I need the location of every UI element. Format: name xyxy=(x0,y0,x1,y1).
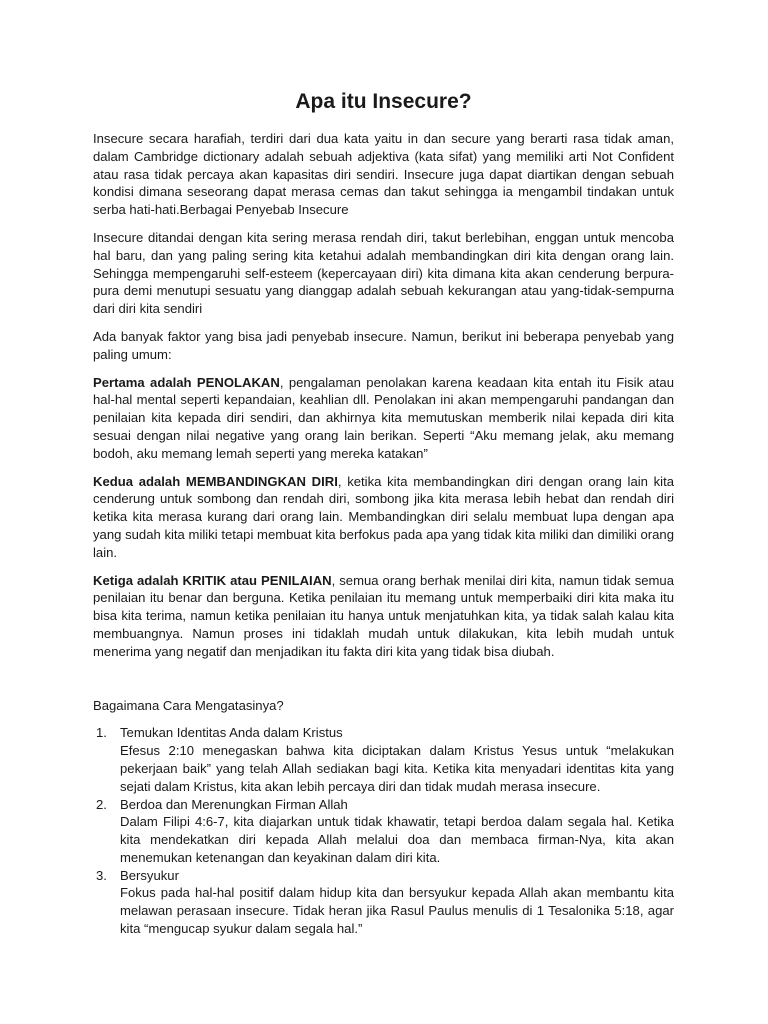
list-item xyxy=(93,867,674,938)
list-item-number: 1. xyxy=(96,725,107,741)
solutions-list xyxy=(93,724,674,938)
paragraph-cause-comparison xyxy=(93,473,674,562)
list-item-title: Bersyukur xyxy=(120,867,179,883)
cause-criticism-text: , semua orang berhak menilai diri kita, namun tidak semua penilaian itu benar dan berguna. Ketika penilaian itu memang untuk memperbaiki diri kita maka itu bisa kita terima, namun ketika penilaian itu hanya untuk menjatuhkan kita, ya tidak salah kalau kita membuangnya. Namun proses ini tidaklah mudah untuk dilakukan, kita lebih mudah untuk menerima yang negatif dan menjadikan itu fakta diri kita yang tidak bisa diubah. xyxy=(93,572,675,659)
list-item-title: Temukan Identitas Anda dalam Kristus xyxy=(120,725,343,741)
paragraph-cause-criticism xyxy=(93,572,674,661)
cause-criticism-heading: Ketiga adalah KRITIK atau PENILAIAN xyxy=(93,572,332,588)
list-item-body: Efesus 2:10 menegaskan bahwa kita diciptakan dalam Kristus Yesus untuk “melakukan pekerjaan baik” yang telah Allah sediakan bagi kita. Ketika kita menyadari identitas kita yang sejati dalam Kristus, kita akan lebih percaya diri dan tidak mudah merasa insecure. xyxy=(120,743,674,794)
list-item-body: Dalam Filipi 4:6-7, kita diajarkan untuk tidak khawatir, tetapi berdoa dalam segala hal. Ketika kita mendekatkan diri kepada Allah melalui doa dan membaca firman-Nya, kita akan menemukan ketenangan dan keyakinan dalam diri kita. xyxy=(120,814,674,865)
list-item xyxy=(93,724,674,795)
cause-rejection-text: , pengalaman penolakan karena keadaan kita entah itu Fisik atau hal-hal mental seperti kepandaian, keahlian dll. Penolakan ini akan mempengaruhi pandangan dan penilaian kita kepada diri sendiri, dan akhirnya kita memutuskan memberik nilai kepada diri kita sesuai dengan nilai negative yang orang lain berikan. Seperti “Aku memang jelak, aku memang bodoh, aku memang lemah seperti yang mereka katakan” xyxy=(93,374,674,461)
paragraph-definition: Insecure secara harafiah, terdiri dari dua kata yaitu in dan secure yang berarti rasa tidak aman, dalam Cambridge dictionary adalah sebuah adjektiva (kata sifat) yang memiliki arti Not Confident atau rasa tidak percaya akan kapasitas diri sendiri. Insecure juga dapat diartikan dengan sebuah kondisi dimana seseorang dapat merasa cemas dan takut sehingga ia mengambil tindakan untuk serba hati-hati.Berbagai Penyebab Insecure xyxy=(93,131,674,218)
section-spacer xyxy=(93,671,674,697)
paragraph-causes-intro: Ada banyak faktor yang bisa jadi penyebab insecure. Namun, berikut ini beberapa penyebab yang paling umum: xyxy=(93,328,674,362)
list-item-title: Berdoa dan Merenungkan Firman Allah xyxy=(120,796,348,812)
list-item-number: 2. xyxy=(96,796,107,812)
page-title: Apa itu Insecure? xyxy=(295,90,472,113)
section-heading-solutions: Bagaimana Cara Mengatasinya? xyxy=(93,697,284,713)
cause-rejection-heading: Pertama adalah PENOLAKAN xyxy=(93,374,280,390)
document-page xyxy=(93,88,674,938)
paragraph-cause-rejection xyxy=(93,374,674,463)
list-item-number: 3. xyxy=(96,867,107,883)
list-item-body: Fokus pada hal-hal positif dalam hidup kita dan bersyukur kepada Allah akan membantu kita melawan perasaan insecure. Tidak heran jika Rasul Paulus menulis di 1 Tesalonika 5:18, agar kita “mengucap syukur dalam segala hal.” xyxy=(120,885,674,937)
list-item xyxy=(93,796,674,867)
cause-comparison-text: , ketika kita membandingkan diri dengan orang lain kita cenderung untuk sombong dan rendah diri, sombong jika kita merasa lebih hebat dan rendah diri ketika kita merasa kurang dari orang lain. Membandingkan diri selalu membuat lupa dengan apa yang sudah kita miliki tetapi membuat kita berfokus pada apa yang tidak kita miliki dan dimiliki orang lain. xyxy=(93,473,675,560)
cause-comparison-heading: Kedua adalah MEMBANDINGKAN DIRI xyxy=(93,473,338,489)
paragraph-characteristics: Insecure ditandai dengan kita sering merasa rendah diri, takut berlebihan, enggan untuk mencoba hal baru, dan yang paling sering kita ketahui adalah membandingkan diri kita dengan orang lain. Sehingga mempengaruhi self-esteem (kepercayaan diri) kita dimana kita akan cenderung berpura-pura demi menutupi sesuatu yang dianggap adalah sebuah kekurangan atau yang-tidak-sempurna dari diri kita sendiri xyxy=(93,229,674,317)
